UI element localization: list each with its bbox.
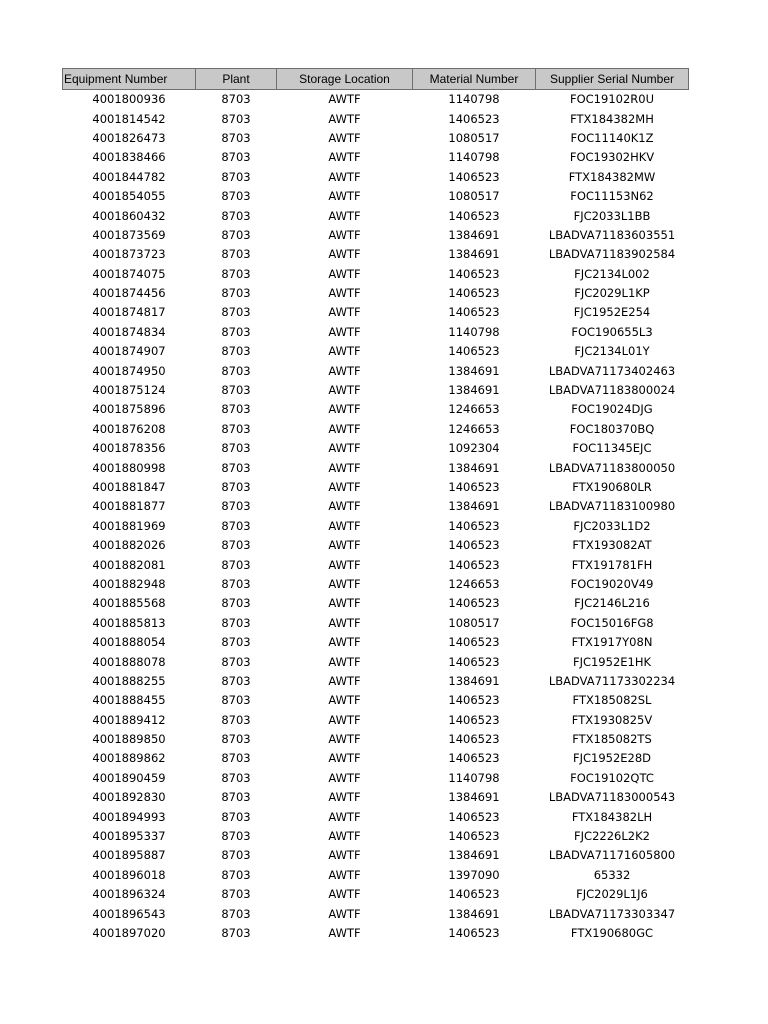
equipment-number-cell: 4001844782 [92,169,166,184]
equipment-number-cell: 4001894993 [92,809,166,824]
supplier-serial-number-cell: FOC11345EJC [572,441,652,456]
supplier-serial-number-cell: FJC1952E28D [572,751,652,766]
equipment-table [62,68,689,943]
table-row [63,323,689,342]
material-number-cell: 1406523 [448,925,500,940]
material-number-cell: 1140798 [448,770,500,785]
table-row [63,400,689,419]
material-number-cell: 1406523 [448,266,500,281]
supplier-serial-number-cell: FOC19302HKV [569,150,655,165]
plant-cell: 8703 [221,770,251,785]
material-number-cell: 1406523 [448,751,500,766]
supplier-serial-number-cell: FTX1917Y08N [571,635,653,650]
storage-location-cell: AWTF [328,751,361,766]
column-header-equipment-number: Equipment Number [63,69,196,90]
plant-cell: 8703 [221,751,251,766]
column-header-material-number: Material Number [413,69,536,90]
table-row [63,303,689,322]
storage-location-cell: AWTF [328,266,361,281]
storage-location-cell: AWTF [328,208,361,223]
material-number-cell: 1080517 [448,189,500,204]
plant-cell: 8703 [221,790,251,805]
equipment-number-cell: 4001881877 [92,499,166,514]
table-header [63,69,689,90]
supplier-serial-number-cell: FTX190680LR [572,480,652,494]
equipment-number-cell: 4001874950 [92,363,166,378]
equipment-number-cell: 4001896018 [92,867,166,882]
material-number-cell: 1246653 [448,402,500,417]
plant-cell: 8703 [221,421,251,436]
material-number-cell: 1406523 [448,596,500,611]
plant-cell: 8703 [221,693,251,708]
table-row [63,517,689,536]
plant-cell: 8703 [221,266,251,281]
storage-location-cell: AWTF [328,557,361,572]
equipment-number-cell: 4001897020 [92,925,166,940]
plant-cell: 8703 [221,829,251,844]
storage-location-cell: AWTF [328,790,361,805]
plant-cell: 8703 [221,383,251,398]
supplier-serial-number-cell: FJC2033L1D2 [573,518,651,533]
equipment-number-cell: 4001888054 [92,635,166,650]
equipment-number-cell: 4001874075 [92,266,166,281]
supplier-serial-number-cell: FTX185082SL [572,693,652,708]
table-row [63,109,689,128]
plant-cell: 8703 [221,305,251,320]
supplier-serial-number-cell: FTX184382LH [571,809,653,824]
equipment-number-cell: 4001875124 [92,383,166,398]
equipment-number-cell: 4001874456 [92,286,166,301]
storage-location-cell: AWTF [328,848,361,863]
equipment-number-cell: 4001896324 [92,887,166,902]
storage-location-cell: AWTF [328,596,361,611]
equipment-number-cell: 4001826473 [92,130,166,145]
storage-location-cell: AWTF [328,693,361,708]
plant-cell: 8703 [221,130,251,145]
table-row [63,652,689,671]
equipment-number-cell: 4001889412 [92,712,166,727]
supplier-serial-number-cell: LBADVA71173302234 [548,673,676,688]
storage-location-cell: AWTF [328,150,361,165]
table-row [63,827,689,846]
supplier-serial-number-cell: FOC11153N62 [570,189,654,204]
table-row [63,245,689,264]
supplier-serial-number-cell: FTX184382MH [570,111,654,126]
plant-cell: 8703 [221,596,251,611]
supplier-serial-number-cell: FOC11140K1Z [570,130,654,145]
material-number-cell: 1406523 [448,635,500,650]
material-number-cell: 1406523 [448,829,500,844]
table-row [63,265,689,284]
material-number-cell: 1406523 [448,111,500,126]
table-row [63,148,689,167]
table-row [63,361,689,380]
supplier-serial-number-cell: FJC1952E254 [573,305,651,320]
equipment-number-cell: 4001889850 [92,732,166,747]
supplier-serial-number-cell: FOC190655L3 [571,324,653,339]
table-row [63,807,689,826]
material-number-cell: 1406523 [448,809,500,824]
table-row [63,633,689,652]
material-number-cell: 1140798 [448,324,500,339]
material-number-cell: 1384691 [448,673,500,688]
equipment-number-cell: 4001881969 [92,518,166,533]
storage-location-cell: AWTF [328,480,361,494]
plant-cell: 8703 [221,673,251,688]
supplier-serial-number-cell: LBADVA71183000543 [548,790,676,805]
table-row [63,458,689,477]
storage-location-cell: AWTF [328,712,361,727]
material-number-cell: 1080517 [448,130,500,145]
table-row [63,129,689,148]
storage-location-cell: AWTF [328,654,361,669]
material-number-cell: 1092304 [448,441,500,456]
table-row [63,284,689,303]
supplier-serial-number-cell: FJC2029L1J6 [576,887,648,902]
storage-location-cell: AWTF [328,189,361,204]
supplier-serial-number-cell: FJC2134L01Y [574,344,650,359]
supplier-serial-number-cell: LBADVA71171605800 [548,848,676,863]
storage-location-cell: AWTF [328,499,361,514]
material-number-cell: 1406523 [448,557,500,572]
table-row [63,206,689,225]
material-number-cell: 1080517 [448,615,500,630]
supplier-serial-number-cell: FJC2146L216 [574,596,650,611]
storage-location-cell: AWTF [328,887,361,902]
storage-location-cell: AWTF [328,538,361,553]
plant-cell: 8703 [221,169,251,184]
material-number-cell: 1406523 [448,693,500,708]
material-number-cell: 1384691 [448,383,500,398]
column-header-supplier-serial-number: Supplier Serial Number [536,69,689,90]
supplier-serial-number-cell: FTX190680GC [570,925,654,940]
plant-cell: 8703 [221,887,251,902]
storage-location-cell: AWTF [328,286,361,301]
table-row [63,226,689,245]
supplier-serial-number-cell: FOC19102R0U [569,92,654,107]
storage-location-cell: AWTF [328,635,361,650]
storage-location-cell: AWTF [328,111,361,126]
material-number-cell: 1406523 [448,305,500,320]
supplier-serial-number-cell: LBADVA71173303347 [548,906,676,921]
equipment-number-cell: 4001874834 [92,324,166,339]
storage-location-cell: AWTF [328,402,361,417]
material-number-cell: 1406523 [448,732,500,747]
equipment-number-cell: 4001880998 [92,460,166,475]
supplier-serial-number-cell: LBADVA71183100980 [548,499,676,514]
equipment-number-cell: 4001876208 [92,421,166,436]
storage-location-cell: AWTF [328,732,361,747]
plant-cell: 8703 [221,635,251,650]
equipment-number-cell: 4001854055 [92,189,166,204]
plant-cell: 8703 [221,344,251,359]
plant-cell: 8703 [221,480,251,494]
material-number-cell: 1406523 [448,887,500,902]
table-row [63,90,689,110]
material-number-cell: 1406523 [448,480,500,494]
material-number-cell: 1384691 [448,848,500,863]
plant-cell: 8703 [221,92,251,107]
storage-location-cell: AWTF [328,518,361,533]
table-row [63,497,689,516]
storage-location-cell: AWTF [328,421,361,436]
plant-cell: 8703 [221,925,251,940]
material-number-cell: 1140798 [448,92,500,107]
storage-location-cell: AWTF [328,383,361,398]
storage-location-cell: AWTF [328,247,361,262]
plant-cell: 8703 [221,848,251,863]
equipment-number-cell: 4001878356 [92,441,166,456]
supplier-serial-number-cell: FJC2029L1KP [574,286,650,301]
storage-location-cell: AWTF [328,829,361,844]
table-row [63,381,689,400]
storage-location-cell: AWTF [328,925,361,940]
column-header-storage-location: Storage Location [277,69,413,90]
table-body [63,90,689,944]
plant-cell: 8703 [221,654,251,669]
plant-cell: 8703 [221,286,251,301]
plant-cell: 8703 [221,227,251,242]
column-header-plant: Plant [196,69,277,90]
supplier-serial-number-cell: 65332 [593,867,631,882]
supplier-serial-number-cell: LBADVA71183603551 [548,227,676,242]
material-number-cell: 1406523 [448,654,500,669]
storage-location-cell: AWTF [328,770,361,785]
supplier-serial-number-cell: FTX185082TS [572,732,652,747]
material-number-cell: 1406523 [448,208,500,223]
material-number-cell: 1406523 [448,712,500,727]
storage-location-cell: AWTF [328,576,361,591]
table-row [63,904,689,923]
plant-cell: 8703 [221,906,251,921]
equipment-number-cell: 4001889862 [92,751,166,766]
table-row [63,555,689,574]
material-number-cell: 1246653 [448,576,500,591]
material-number-cell: 1140798 [448,150,500,165]
equipment-number-cell: 4001873723 [92,247,166,262]
equipment-number-cell: 4001888255 [92,673,166,688]
material-number-cell: 1406523 [448,518,500,533]
storage-location-cell: AWTF [328,324,361,339]
equipment-number-cell: 4001874907 [92,344,166,359]
table-row [63,439,689,458]
plant-cell: 8703 [221,712,251,727]
supplier-serial-number-cell: FOC180370BQ [569,421,655,436]
plant-cell: 8703 [221,150,251,165]
plant-cell: 8703 [221,189,251,204]
equipment-number-cell: 4001892830 [92,790,166,805]
plant-cell: 8703 [221,867,251,882]
storage-location-cell: AWTF [328,92,361,107]
storage-location-cell: AWTF [328,130,361,145]
table-row [63,730,689,749]
table-row [63,168,689,187]
storage-location-cell: AWTF [328,906,361,921]
table-row [63,420,689,439]
equipment-number-cell: 4001885568 [92,596,166,611]
storage-location-cell: AWTF [328,809,361,824]
storage-location-cell: AWTF [328,867,361,882]
plant-cell: 8703 [221,402,251,417]
equipment-number-cell: 4001800936 [92,92,166,107]
supplier-serial-number-cell: LBADVA71173402463 [548,363,676,378]
plant-cell: 8703 [221,557,251,572]
equipment-number-cell: 4001890459 [92,770,166,785]
table-row [63,672,689,691]
equipment-number-cell: 4001882026 [92,538,166,553]
supplier-serial-number-cell: FOC15016FG8 [570,615,654,630]
supplier-serial-number-cell: FOC19020V49 [570,576,654,591]
plant-cell: 8703 [221,363,251,378]
material-number-cell: 1384691 [448,790,500,805]
header-row [63,69,689,90]
equipment-number-cell: 4001814542 [92,111,166,126]
supplier-serial-number-cell: FJC2134L002 [574,266,650,281]
storage-location-cell: AWTF [328,615,361,630]
material-number-cell: 1384691 [448,460,500,475]
plant-cell: 8703 [221,499,251,514]
storage-location-cell: AWTF [328,227,361,242]
material-number-cell: 1384691 [448,906,500,921]
supplier-serial-number-cell: FJC1952E1HK [572,654,652,669]
table-row [63,885,689,904]
material-number-cell: 1397090 [448,867,500,882]
table-row [63,749,689,768]
plant-cell: 8703 [221,441,251,456]
table-row [63,846,689,865]
material-number-cell: 1384691 [448,247,500,262]
table-row [63,924,689,943]
plant-cell: 8703 [221,324,251,339]
storage-location-cell: AWTF [328,344,361,359]
table-row [63,536,689,555]
material-number-cell: 1406523 [448,169,500,184]
material-number-cell: 1384691 [448,227,500,242]
supplier-serial-number-cell: FTX1930825V [571,712,653,727]
table-row [63,866,689,885]
table-row [63,614,689,633]
storage-location-cell: AWTF [328,363,361,378]
plant-cell: 8703 [221,460,251,475]
material-number-cell: 1384691 [448,499,500,514]
equipment-number-cell: 4001895337 [92,829,166,844]
plant-cell: 8703 [221,576,251,591]
plant-cell: 8703 [221,111,251,126]
equipment-number-cell: 4001896543 [92,906,166,921]
plant-cell: 8703 [221,208,251,223]
table-row [63,594,689,613]
supplier-serial-number-cell: FTX184382MW [568,169,656,184]
supplier-serial-number-cell: FOC19024DJG [571,402,653,417]
equipment-number-cell: 4001895887 [92,848,166,863]
equipment-number-cell: 4001875896 [92,402,166,417]
equipment-number-cell: 4001860432 [92,208,166,223]
supplier-serial-number-cell: LBADVA71183800024 [548,383,676,398]
plant-cell: 8703 [221,615,251,630]
storage-location-cell: AWTF [328,305,361,320]
table-row [63,342,689,361]
material-number-cell: 1406523 [448,344,500,359]
storage-location-cell: AWTF [328,673,361,688]
equipment-number-cell: 4001881847 [92,480,166,494]
material-number-cell: 1406523 [448,286,500,301]
supplier-serial-number-cell: FTX191781FH [571,557,653,572]
storage-location-cell: AWTF [328,460,361,475]
equipment-number-cell: 4001885813 [92,615,166,630]
supplier-serial-number-cell: FJC2226L2K2 [574,829,650,844]
material-number-cell: 1246653 [448,421,500,436]
plant-cell: 8703 [221,809,251,824]
material-number-cell: 1406523 [448,538,500,553]
supplier-serial-number-cell: FTX193082AT [572,538,652,553]
material-number-cell: 1384691 [448,363,500,378]
supplier-serial-number-cell: FOC19102QTC [570,770,654,785]
table-row [63,575,689,594]
supplier-serial-number-cell: LBADVA71183902584 [548,247,676,262]
table-row [63,691,689,710]
supplier-serial-number-cell: FJC2033L1BB [573,208,651,223]
equipment-number-cell: 4001873569 [92,227,166,242]
plant-cell: 8703 [221,247,251,262]
plant-cell: 8703 [221,518,251,533]
equipment-number-cell: 4001882948 [92,576,166,591]
equipment-number-cell: 4001882081 [92,557,166,572]
plant-cell: 8703 [221,732,251,747]
table-row [63,711,689,730]
table-row [63,478,689,497]
equipment-number-cell: 4001838466 [92,150,166,165]
supplier-serial-number-cell: LBADVA71183800050 [548,460,676,475]
storage-location-cell: AWTF [328,169,361,184]
table-row [63,769,689,788]
storage-location-cell: AWTF [328,441,361,456]
plant-cell: 8703 [221,538,251,553]
table-row [63,187,689,206]
equipment-number-cell: 4001874817 [92,305,166,320]
equipment-number-cell: 4001888078 [92,654,166,669]
table-row [63,788,689,807]
equipment-number-cell: 4001888455 [92,693,166,708]
